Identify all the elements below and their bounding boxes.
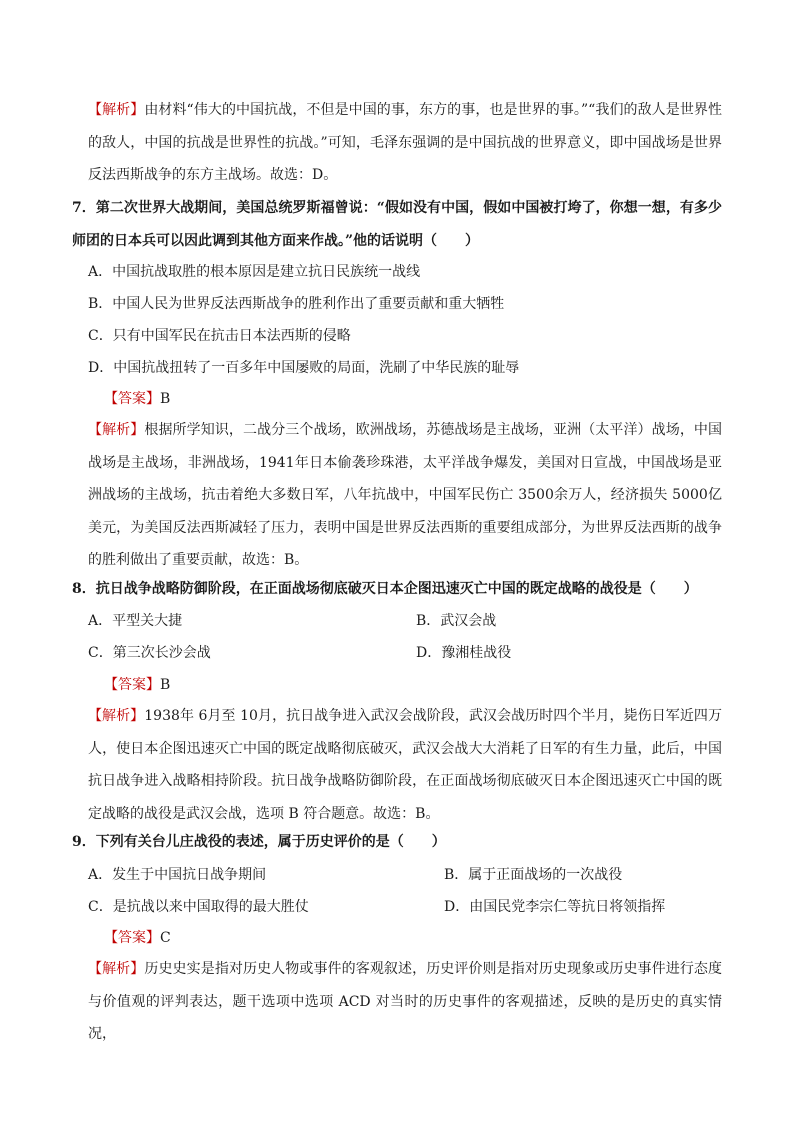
answer-value: B (160, 391, 171, 407)
q9-option-c: C．是抗战以来中国取得的最大胜仗 (88, 899, 309, 915)
analysis-text: 1938年 6月至 10月，抗日战争进入武汉会战阶段，武汉会战历时四个半月，毙伤日军近四万人，使日本企图迅速灭亡中国的既定战略彻底破灭，武汉会战大大消耗了日军的有生力量，此后，中国抗日战争进入战略相持阶段。抗日战争战略防御阶段，在正面战场彻底破灭日本企图迅速灭亡中国的既定战略的战役是武汉会战，选项 B 符合题意。故选：B。 (88, 708, 722, 822)
analysis-tag: 【解析】 (88, 102, 145, 118)
analysis-q8 (72, 700, 722, 830)
question-9-stem: 9．下列有关台儿庄战役的表述，属于历史评价的是（ ） (72, 834, 446, 850)
analysis-tag: 【解析】 (88, 708, 145, 724)
q8-option-a: A．平型关大捷 (88, 613, 183, 629)
question-8-stem: 8．抗日战争战略防御阶段，在正面战场彻底破灭日本企图迅速灭亡中国的既定战略的战役是（ ） (72, 581, 698, 597)
analysis-text: 历史史实是指对历史人物或事件的客观叙述，历史评价则是指对历史现象或历史事件进行态度与价值观的评判表达，题干选项中选项 ACD 对当时的历史事件的客观描述，反映的是历史的真实情况， (88, 961, 723, 1042)
q7-option-b: B．中国人民为世界反法西斯战争的胜利作出了重要贡献和重大牺牲 (88, 296, 505, 312)
analysis-text: 由材料“伟大的中国抗战，不但是中国的事，东方的事，也是世界的事。”“我们的敌人是世界性的敌人，中国的抗战是世界性的抗战。”可知，毛泽东强调的是中国抗战的世界意义，即中国战场是世界反法西斯战争的东方主战场。故选：D。 (88, 102, 722, 183)
q9-option-a: A．发生于中国抗日战争期间 (88, 867, 267, 883)
q7-option-c: C．只有中国军民在抗击日本法西斯的侵略 (88, 328, 351, 344)
analysis-tag: 【解析】 (88, 422, 145, 438)
q9-answer (104, 928, 171, 948)
answer-tag: 【答案】 (104, 930, 160, 946)
analysis-q6 (72, 94, 722, 192)
q8-answer (104, 675, 170, 695)
analysis-tag: 【解析】 (88, 961, 145, 977)
q9-option-d: D．由国民党李宗仁等抗日将领指挥 (444, 899, 666, 915)
q8-option-c: C．第三次长沙会战 (88, 645, 211, 661)
q7-option-d: D．中国抗战扭转了一百多年中国屡败的局面，洗刷了中华民族的耻辱 (88, 360, 520, 376)
q8-option-b: B．武汉会战 (416, 613, 497, 629)
q7-option-a: A．中国抗战取胜的根本原因是建立抗日民族统一战线 (88, 264, 421, 280)
question-7-stem: 7．第二次世界大战期间，美国总统罗斯福曾说：“假如没有中国，假如中国被打垮了，你想一想，有多少师团的日本兵可以因此调到其他方面来作战。”他的话说明（ ） (72, 200, 722, 249)
q8-option-d: D．豫湘桂战役 (416, 645, 512, 661)
analysis-q9 (72, 953, 722, 1051)
analysis-text: 根据所学知识，二战分三个战场，欧洲战场，苏德战场是主战场，亚洲（太平洋）战场，中国战场是主战场，非洲战场，1941年日本偷袭珍珠港，太平洋战争爆发，美国对日宣战，中国战场是亚洲战场的主战场，抗击着绝大多数日军，八年抗战中，中国军民伤亡 3500余万人，经济损失 5000亿美元，为美国反法西斯减轻了压力，表明中国是世界反法西斯的重要组成部分，为世界反法西斯的战争的胜利做出了重要贡献，故选：B。 (88, 422, 723, 568)
q9-option-b: B．属于正面战场的一次战役 (444, 867, 623, 883)
q7-answer (104, 389, 170, 409)
answer-tag: 【答案】 (104, 677, 160, 693)
answer-value: B (160, 677, 171, 693)
answer-tag: 【答案】 (104, 391, 160, 407)
analysis-q7 (72, 414, 722, 577)
answer-value: C (160, 930, 171, 946)
